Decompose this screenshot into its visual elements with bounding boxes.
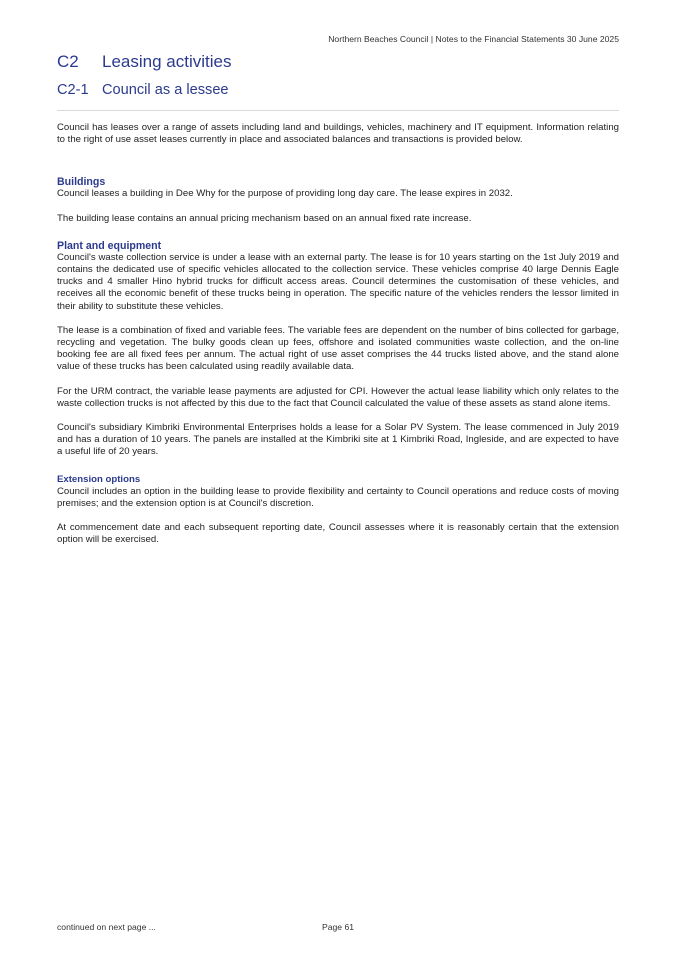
plant-paragraph-3: For the URM contract, the variable lease payments are adjusted for CPI. However the actual lease liability which only relates to the waste collection trucks is not affected by this due to the fact that Council calculated the value of these assets as stand alone items. <box>57 385 619 409</box>
subsection-heading <box>57 82 229 98</box>
plant-paragraph-4: Council's subsidiary Kimbriki Environmental Enterprises holds a lease for a Solar PV System. The lease commenced in July 2019 and has a duration of 10 years. The panels are installed at the Kimbriki site at 1 Kimbriki Road, Ingleside, and are expected to have a useful life of 20 years. <box>57 422 619 458</box>
intro-paragraph: Council has leases over a range of assets including land and buildings, vehicles, machinery and IT equipment. Information relating to the right of use asset leases currently in place and associated balances and transactions is provided below. <box>57 122 619 146</box>
plant-paragraph-2: The lease is a combination of fixed and variable fees. The variable fees are dependent on the number of bins collected for garbage, recycling and vegetation. The bulky goods clean up fees, offshore and isolated communities waste collection, and the on-line booking fee are all fixed fees per annum. The actual right of use asset comprises the 44 trucks listed above, and the stand alone value of these trucks has been calculated using readily available data. <box>57 324 619 373</box>
section-number: C2 <box>57 52 79 71</box>
page-number: Page 61 <box>322 922 355 932</box>
buildings-paragraph-2: The building lease contains an annual pricing mechanism based on an annual fixed rate increase. <box>57 212 472 224</box>
section-divider <box>57 110 619 111</box>
running-header: Northern Beaches Council | Notes to the Financial Statements 30 June 2025 <box>328 34 619 44</box>
plant-paragraph-1: Council's waste collection service is under a lease with an external party. The lease is for 10 years starting on the 1st July 2019 and contains the dedicated use of specific vehicles allocated to the collection service. These vehicles comprise 40 large Dennis Eagle trucks and 4 smaller Hino hybrid trucks for difficult access areas. Council determines the customisation of these vehicles, and receives all the economic benefit of these trucks being in operation. The specific nature of the vehicles renders the lessor limited in their ability to substitute these vehicles. <box>57 251 619 312</box>
buildings-paragraph-1: Council leases a building in Dee Why for the purpose of providing long day care. The lease expires in 2032. <box>57 188 513 200</box>
document-body <box>57 122 619 546</box>
extension-options-heading: Extension options <box>57 473 141 485</box>
section-title: Leasing activities <box>102 52 232 71</box>
section-heading <box>57 52 231 72</box>
plant-equipment-heading: Plant and equipment <box>57 239 162 252</box>
extension-paragraph-2: At commencement date and each subsequent reporting date, Council assesses where it is reasonably certain that the extension option will be exercised. <box>57 522 619 546</box>
subsection-title: Council as a lessee <box>102 82 229 98</box>
subsection-number: C2-1 <box>57 82 89 98</box>
continued-note: continued on next page ... <box>57 922 156 932</box>
buildings-heading: Buildings <box>57 176 106 189</box>
extension-paragraph-1: Council includes an option in the building lease to provide flexibility and certainty to Council operations and reduce costs of moving premises; and the extension option is at Council's discretion. <box>57 485 619 509</box>
